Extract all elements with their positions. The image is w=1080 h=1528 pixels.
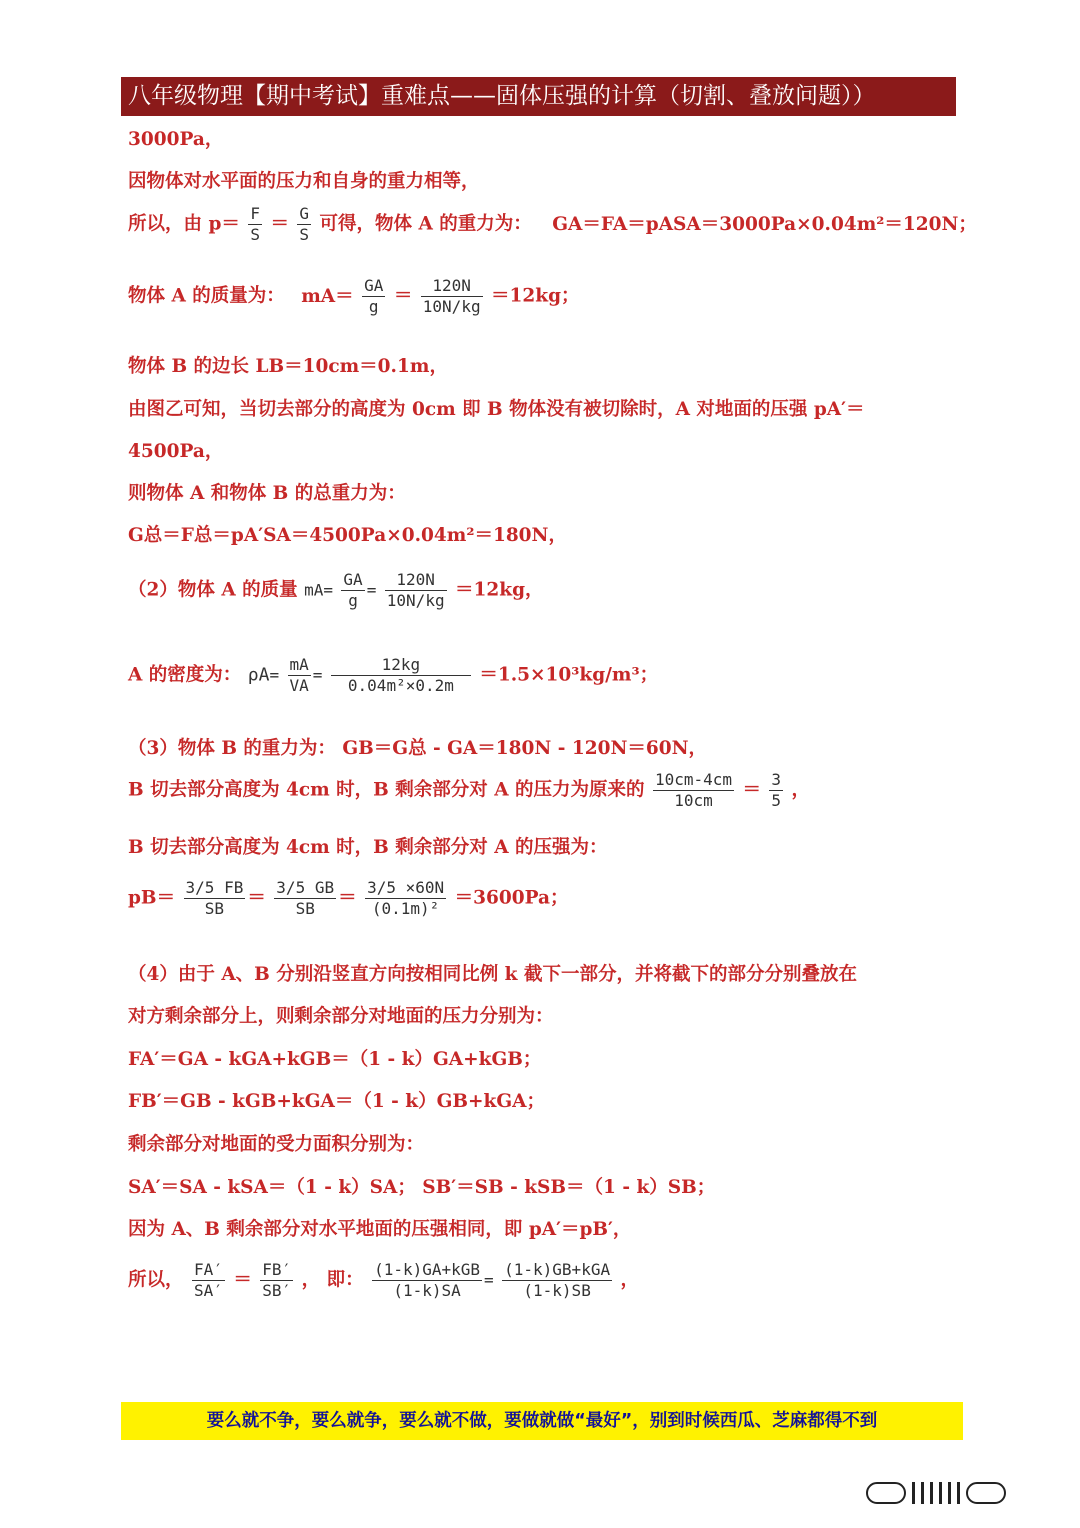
text-segment: 所以， xyxy=(128,1269,184,1291)
motto-banner: 要么就不争，要么就争，要么就不做，要做就做“最好”，别到时候西瓜、芝麻都得不到 xyxy=(121,1402,963,1440)
fraction-denominator: S xyxy=(299,225,310,244)
bar-icon xyxy=(948,1482,951,1504)
text-line: 4500Pa， xyxy=(128,441,224,462)
fraction-numerator: GA xyxy=(343,570,363,589)
fraction xyxy=(421,276,483,317)
fraction-denominator: 10N/kg xyxy=(422,297,481,316)
fraction xyxy=(331,655,471,696)
text-segment: pB＝ xyxy=(128,887,176,909)
fraction-numerator: mA xyxy=(289,655,309,674)
text-line: 则物体 A 和物体 B 的总重力为： xyxy=(128,483,406,504)
text-segment: mA xyxy=(304,580,324,600)
fraction xyxy=(184,878,246,919)
text-line: （3）物体 B 的重力为： GB＝G总 - GA＝180N - 120N＝60N， xyxy=(128,738,708,759)
fraction-denominator: SA′ xyxy=(193,1281,223,1300)
fraction-denominator: VA xyxy=(289,676,309,695)
bar-icon xyxy=(921,1482,924,1504)
text-segment: GA＝FA＝pASA＝3000Pa×0.04m²＝120N； xyxy=(552,213,977,235)
fraction-denominator: SB xyxy=(204,899,225,918)
text-segment: 所以，由 p＝ xyxy=(128,213,240,235)
fraction xyxy=(260,1260,293,1301)
fraction-denominator: (0.1m)² xyxy=(371,899,440,918)
formula-line: （2）物体 A 的质量 mA= $\frac{GA}{g}$ = $\frac{120N}{10N/kg}$ ＝12kg， xyxy=(128,570,544,610)
formula-line: pB＝ $\frac{3/5 FB}{SB}$ ＝ $\frac{3/5 GB}{SB}$ ＝ $\frac{3/5 \times 60N}{\text{(0.1m)²}}$ ＝3600Pa； xyxy=(128,878,569,918)
text-segment: ＝ xyxy=(233,1269,252,1291)
text-line: FB′＝GB - kGB+kGA＝（1 - k）GB+kGA； xyxy=(128,1091,546,1112)
text-segment: B 切去部分高度为 4cm 时，B 剩余部分对 A 的压力为原来的 xyxy=(128,779,645,801)
fraction-numerator: 12kg xyxy=(331,655,471,676)
fraction-numerator: G xyxy=(299,204,310,223)
text-line: 3000Pa， xyxy=(128,129,224,150)
fraction-denominator: 10cm xyxy=(674,791,713,810)
fraction xyxy=(502,1260,612,1301)
text-line: 物体 B 的边长 LB＝10cm＝0.1m， xyxy=(128,356,448,377)
fraction xyxy=(297,204,311,245)
fraction-denominator: (1-k)SA xyxy=(393,1281,461,1300)
fraction-numerator: 3 xyxy=(771,770,782,789)
fraction xyxy=(248,204,262,245)
formula-line: A 的密度为： ρA= $\frac{mA}{VA}$ = $\frac{12kg}{\text{0.04m²×0.2m}}$ ＝1.5×10³kg/m³； xyxy=(128,655,659,695)
text-line: 因为 A、B 剩余部分对水平地面的压强相同，即 pA′＝pB′， xyxy=(128,1219,632,1240)
fraction-denominator: SB xyxy=(295,899,315,918)
text-segment: ＝3600Pa； xyxy=(454,887,569,909)
fraction-numerator: 3/5 FB xyxy=(185,878,244,897)
fraction-denominator: g xyxy=(368,297,379,316)
text-line: FA′＝GA - kGA+kGB＝（1 - k）GA+kGB； xyxy=(128,1049,542,1070)
text-line: 因物体对水平面的压力和自身的重力相等， xyxy=(128,171,480,192)
fraction xyxy=(372,1260,482,1301)
fraction xyxy=(365,878,446,919)
fraction xyxy=(769,770,783,811)
fraction xyxy=(192,1260,225,1301)
fraction-numerator: 3/5 GB xyxy=(276,878,335,897)
formula-line: 所以， $\frac{FA'}{SA'}$ ＝ $\frac{FB'}{SB'}$ ， 即： $\frac{\text{(1-k)GA+kGB}}{(1-k)SA}$ = $\frac{\text{(1-k)GB+kGA}}{(1-k)SB}$ ， xyxy=(128,1260,640,1300)
fraction xyxy=(341,570,364,611)
rounded-pill-icon xyxy=(866,1482,906,1504)
text-segment: ＝ xyxy=(393,285,413,307)
formula-line xyxy=(128,770,810,811)
fraction-denominator: g xyxy=(348,591,358,610)
text-segment: 物体 A 的质量为： xyxy=(128,285,285,307)
fraction xyxy=(385,570,447,611)
rounded-pill-icon xyxy=(966,1482,1006,1504)
fraction-numerator: FA′ xyxy=(193,1260,223,1279)
fraction xyxy=(288,655,311,696)
fraction-denominator: 0.04m²×0.2m xyxy=(347,676,454,695)
fraction-numerator: GA xyxy=(364,276,384,295)
text-segment: ＝ xyxy=(742,779,761,801)
text-line: 由图乙可知，当切去部分的高度为 0cm 即 B 物体没有被切除时，A 对地面的压强 pA′＝ xyxy=(128,399,865,420)
text-line: B 切去部分高度为 4cm 时，B 剩余部分对 A 的压强为： xyxy=(128,837,608,858)
text-line: （4）由于 A、B 分别沿竖直方向按相同比例 k 截下一部分，并将截下的部分分别叠放在 xyxy=(128,964,857,985)
text-segment: ρA xyxy=(247,664,270,686)
fraction-denominator: S xyxy=(250,225,260,244)
text-line: SA′＝SA - kSA＝（1 - k）SA； SB′＝SB - kSB＝（1 - k）SB； xyxy=(128,1177,716,1198)
fraction xyxy=(274,878,336,919)
fraction-denominator: 5 xyxy=(771,791,782,810)
fraction-denominator: 10N/kg xyxy=(386,591,445,610)
fraction-numerator: FB′ xyxy=(262,1260,292,1279)
fraction-numerator: (1-k)GA+kGB xyxy=(374,1260,481,1279)
fraction xyxy=(362,276,385,317)
text-segment: ， 即： xyxy=(301,1269,364,1291)
fraction-denominator: (1-k)SB xyxy=(523,1281,591,1300)
text-segment: ， xyxy=(620,1269,640,1291)
text-segment: A 的密度为： xyxy=(128,664,242,686)
fraction-numerator: 10cm-4cm xyxy=(654,770,732,789)
text-segment: （2）物体 A 的质量 xyxy=(128,579,298,601)
text-segment: ， xyxy=(791,779,811,801)
formula-line xyxy=(128,276,580,317)
fraction-denominator: SB′ xyxy=(262,1281,292,1300)
text-line: 剩余部分对地面的受力面积分别为： xyxy=(128,1134,425,1155)
text-segment: ＝12kg， xyxy=(455,579,544,601)
bar-icon xyxy=(912,1482,915,1504)
page-title: 八年级物理【期中考试】重难点——固体压强的计算（切割、叠放问题）） xyxy=(121,77,956,116)
text-segment: ＝ xyxy=(270,213,289,235)
text-segment: mA＝ xyxy=(301,285,354,307)
bar-icon xyxy=(930,1482,933,1504)
text-line: G总＝F总＝pA′SA＝4500Pa×0.04m²＝180N， xyxy=(128,525,567,546)
decorative-bar-icons xyxy=(866,1480,1056,1506)
text-segment: ＝12kg； xyxy=(491,285,580,307)
bar-icon xyxy=(957,1482,960,1504)
formula-line xyxy=(128,204,977,245)
text-line: 对方剩余部分上，则剩余部分对地面的压力分别为： xyxy=(128,1006,554,1027)
fraction-numerator: F xyxy=(250,204,260,223)
fraction-numerator: 120N xyxy=(385,570,447,591)
fraction xyxy=(653,770,734,811)
fraction-numerator: 3/5 ×60N xyxy=(367,878,445,897)
fraction-numerator: (1-k)GB+kGA xyxy=(504,1260,611,1279)
bar-icon xyxy=(939,1482,942,1504)
fraction-numerator: 120N xyxy=(421,276,483,297)
text-segment: ＝1.5×10³kg/m³； xyxy=(479,664,659,686)
text-segment: 可得，物体 A 的重力为： xyxy=(319,213,532,235)
